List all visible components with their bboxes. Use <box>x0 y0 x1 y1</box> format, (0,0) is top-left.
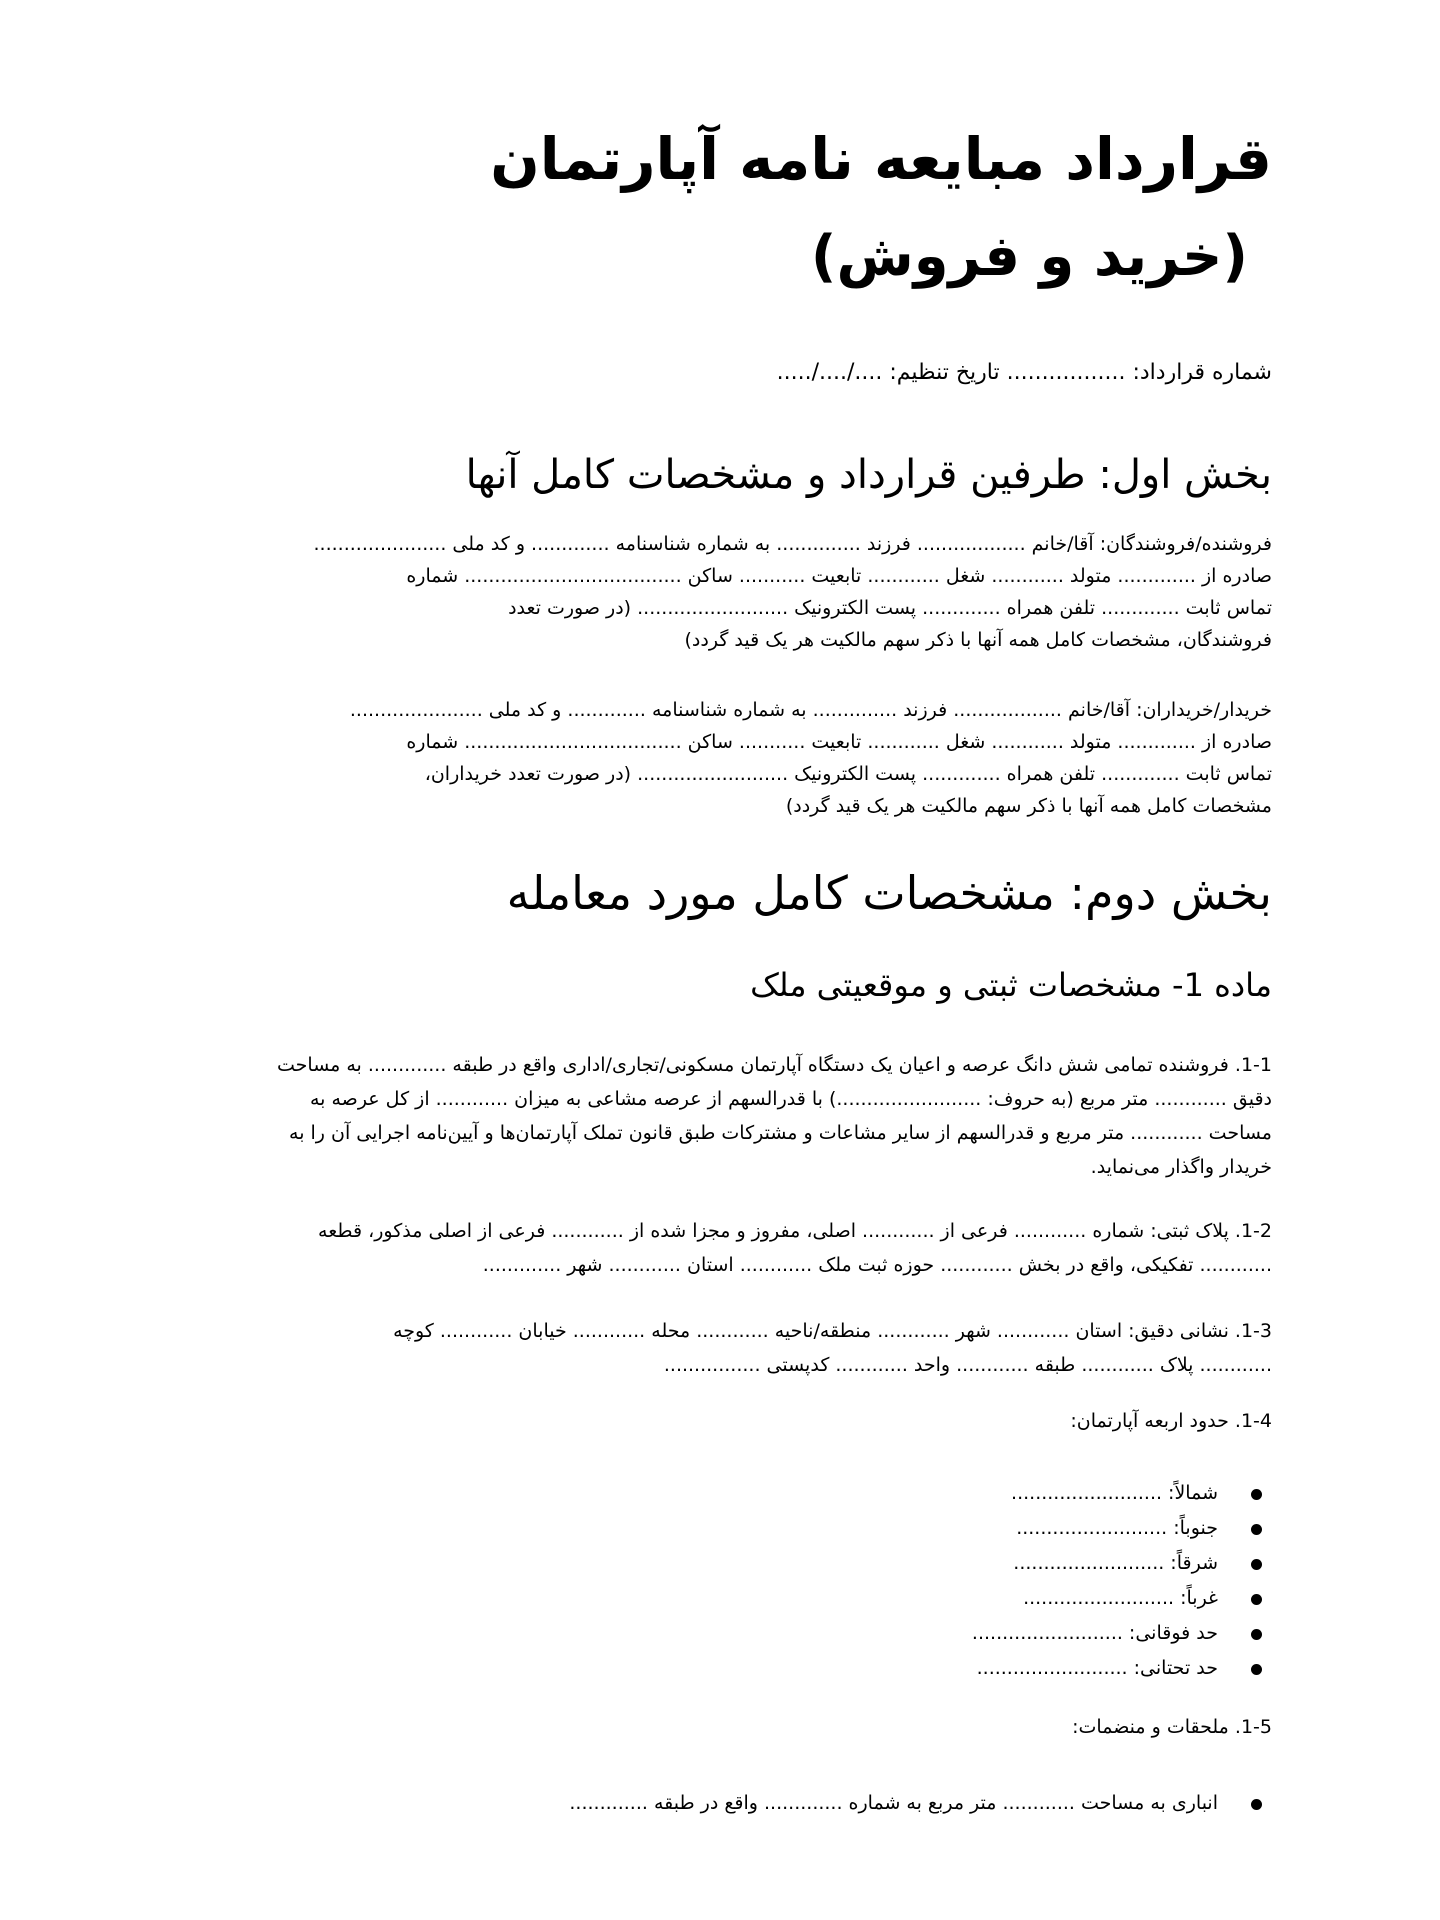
clause-line: 1-3. نشانی دقیق: استان ............ شهر ............ منطقه/ناحیه ............ محله ............ خیابان ............ کوچه <box>393 1320 1272 1342</box>
clause-1-1 <box>164 1048 1272 1184</box>
seller-line: فروشندگان، مشخصات کامل همه آنها با ذکر سهم مالکیت هر یک قید گردد) <box>684 629 1272 651</box>
clause-1-4-label: 1-4. حدود اربعه آپارتمان: <box>1070 1410 1272 1432</box>
clause-line: ............ پلاک ............ طبقه ............ واحد ............ کدپستی ................ <box>663 1354 1272 1376</box>
seller-paragraph <box>164 528 1272 656</box>
bullet-icon <box>1251 1524 1262 1535</box>
appendage-storage: انباری به مساحت ............ متر مربع به شماره ............. واقع در طبقه ............. <box>569 1792 1218 1814</box>
list-item <box>372 1786 1272 1821</box>
contract-meta-line: شماره قرارداد: ................. تاریخ تنظیم: ..../..../..... <box>776 360 1272 385</box>
seller-line: تماس ثابت ............. تلفن همراه ............. پست الکترونیک ......................... (در صورت تعدد <box>508 597 1272 619</box>
buyer-paragraph <box>164 694 1272 822</box>
bullet-icon <box>1251 1559 1262 1570</box>
boundaries-list <box>672 1476 1272 1686</box>
section2-heading: بخش دوم: مشخصات کامل مورد معامله <box>506 866 1272 920</box>
article1-heading: ماده 1- مشخصات ثبتی و موقعیتی ملک <box>750 966 1272 1004</box>
list-item <box>672 1476 1272 1511</box>
boundary-west: غرباً: ......................... <box>1023 1587 1218 1609</box>
seller-line: فروشنده/فروشندگان: آقا/خانم .................. فرزند .............. به شماره شناسنامه ............. و کد ملی ...................... <box>313 533 1272 555</box>
boundary-east: شرقاً: ......................... <box>1013 1552 1218 1574</box>
list-item <box>672 1581 1272 1616</box>
boundary-north: شمالاً: ......................... <box>1011 1482 1218 1504</box>
bullet-icon <box>1251 1489 1262 1500</box>
document-title: قرارداد مبایعه نامه آپارتمان <box>490 125 1272 193</box>
list-item <box>672 1616 1272 1651</box>
clause-line: مساحت ............ متر مربع و قدرالسهم از سایر مشاعات و مشترکات طبق قانون تملک آپارتمان‌ها و آیین‌نامه اجرایی آن را به <box>289 1122 1272 1144</box>
seller-line: صادره از ............. متولد ............ شغل ............ تابعیت ........... ساکن .................................... شماره <box>406 565 1272 587</box>
list-item <box>672 1651 1272 1686</box>
bullet-icon <box>1251 1629 1262 1640</box>
bullet-icon <box>1251 1594 1262 1605</box>
buyer-line: خریدار/خریداران: آقا/خانم .................. فرزند .............. به شماره شناسنامه ............. و کد ملی ...................... <box>349 699 1272 721</box>
list-item <box>672 1546 1272 1581</box>
buyer-line: مشخصات کامل همه آنها با ذکر سهم مالکیت هر یک قید گردد) <box>785 795 1272 817</box>
clause-line: 1-1. فروشنده تمامی شش دانگ عرصه و اعیان یک دستگاه آپارتمان مسکونی/تجاری/اداری واقع در طبقه ............. به مساحت <box>277 1054 1272 1076</box>
clause-1-3 <box>164 1314 1272 1382</box>
appendages-list <box>372 1786 1272 1821</box>
boundary-top: حد فوقانی: ......................... <box>971 1622 1218 1644</box>
boundary-south: جنوباً: ......................... <box>1016 1517 1218 1539</box>
document-subtitle: (خرید و فروش) <box>810 224 1248 289</box>
bullet-icon <box>1251 1799 1262 1810</box>
buyer-line: تماس ثابت ............. تلفن همراه ............. پست الکترونیک ......................... (در صورت تعدد خریداران، <box>424 763 1272 785</box>
clause-line: دقیق ............ متر مربع (به حروف: ........................) با قدرالسهم از عرصه مشاعی به میزان ............ از کل عرصه به <box>309 1088 1272 1110</box>
bullet-icon <box>1251 1664 1262 1675</box>
list-item <box>672 1511 1272 1546</box>
clause-1-5-label: 1-5. ملحقات و منضمات: <box>1072 1716 1272 1738</box>
section1-heading: بخش اول: طرفین قرارداد و مشخصات کامل آنها <box>465 452 1272 498</box>
clause-1-2 <box>164 1214 1272 1282</box>
boundary-bottom: حد تحتانی: ......................... <box>976 1657 1218 1679</box>
buyer-line: صادره از ............. متولد ............ شغل ............ تابعیت ........... ساکن .................................... شماره <box>406 731 1272 753</box>
clause-line: خریدار واگذار می‌نماید. <box>1090 1156 1272 1178</box>
clause-line: ............ تفکیکی، واقع در بخش ............ حوزه ثبت ملک ............ استان ............ شهر ............. <box>482 1254 1272 1276</box>
clause-line: 1-2. پلاک ثبتی: شماره ............ فرعی از ............ اصلی، مفروز و مجزا شده از ............ فرعی از اصلی مذکور، قطعه <box>318 1220 1272 1242</box>
